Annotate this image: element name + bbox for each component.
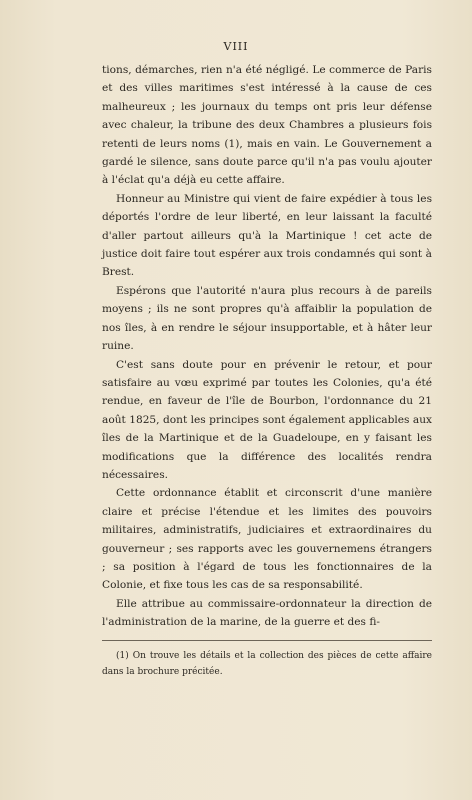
body-text bbox=[102, 61, 432, 632]
paragraph: Espérons que l'autorité n'aura plus recours à de pareils moyens ; ils ne sont propres qu'à affaiblir la population de nos îles, à en rendre le séjour insupportable, et à hâter leur ruine. bbox=[102, 284, 432, 353]
footnote: (1) On trouve les détails et la collection des pièces de cette affaire dans la brochure précitée. bbox=[102, 651, 432, 677]
page-number: VIII bbox=[223, 40, 249, 53]
paragraph: C'est sans doute pour en prévenir le retour, et pour satisfaire au vœu exprimé par toutes les Colonies, qu'a été rendue, en faveur de l'île de Bourbon, l'ordonnance du 21 août 1825, dont les principes sont également applicables aux îles de la Martinique et de la Guadeloupe, en y faisant les modifications que la différence des localités rendra nécessaires. bbox=[102, 358, 432, 481]
footnote-divider bbox=[102, 640, 432, 641]
paragraph: tions, démarches, rien n'a été négligé. Le commerce de Paris et des villes maritimes s'est intéressé à la cause de ces malheureux ; les journaux du temps ont pris leur défense avec chaleur, la tribune des deux Chambres a plusieurs fois retenti de leurs noms (1), mais en vain. Le Gouvernement a gardé le silence, sans doute parce qu'il n'a pas voulu ajouter à l'éclat qu'a déjà eu cette affaire. bbox=[102, 64, 432, 187]
paragraph: Elle attribue au commissaire-ordonnateur la direction de l'administration de la marine, de la guerre et des fi- bbox=[102, 597, 432, 629]
paragraph: Cette ordonnance établit et circonscrit d'une manière claire et précise l'étendue et les limites des pouvoirs militaires, administratifs, judiciaires et extraordinaires du gouverneur ; ses rapports avec les gouvernemens étrangers ; sa position à l'égard de tous les fonctionnaires de la Colonie, et fixe tous les cas de sa responsabilité. bbox=[102, 487, 432, 592]
paragraph: Honneur au Ministre qui vient de faire expédier à tous les déportés l'ordre de leur liberté, en leur laissant la faculté d'aller partout ailleurs qu'à la Martinique ! cet acte de justice doit faire tout espérer aux trois condamnés qui sont à Brest. bbox=[102, 192, 432, 279]
